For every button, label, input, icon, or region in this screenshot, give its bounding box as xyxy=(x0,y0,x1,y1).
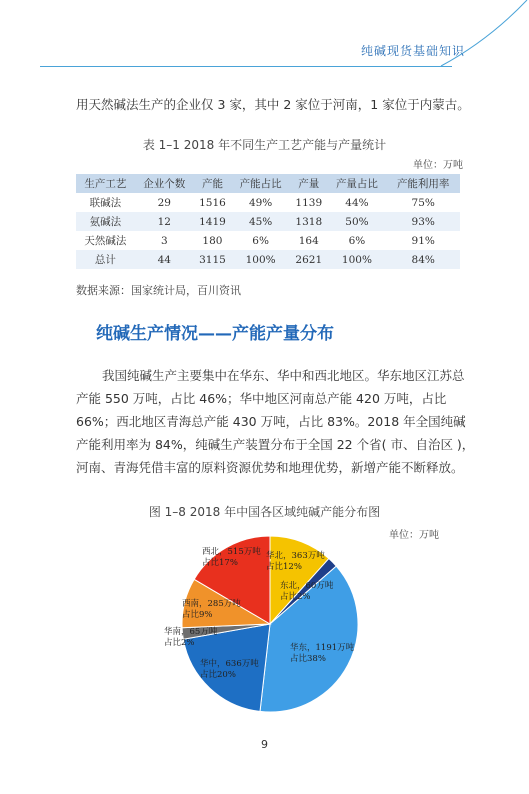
table-cell: 6% xyxy=(328,231,387,250)
table-cell: 180 xyxy=(194,231,231,250)
table-header-cell: 产能 xyxy=(194,174,231,193)
pie-label-东北-value: 东北，60万吨 xyxy=(280,581,334,591)
table-cell: 50% xyxy=(328,212,387,231)
pie-label-西南-value: 西南，285万吨 xyxy=(182,599,241,609)
table-cell: 3115 xyxy=(194,250,231,269)
table-cell: 44% xyxy=(328,193,387,212)
table-cell: 93% xyxy=(386,212,460,231)
section-title: 纯碱生产情况——产能产量分布 xyxy=(96,324,334,344)
table-header-cell: 产能利用率 xyxy=(386,174,460,193)
pie-label-东北-percent: 占比2% xyxy=(280,592,311,602)
pie-label-华南-value: 华南，65万吨 xyxy=(164,627,218,637)
pie-label-华北-value: 华北，363万吨 xyxy=(266,551,325,561)
figure-unit: 单位：万吨 xyxy=(389,530,439,541)
pie-label-西南-percent: 占比9% xyxy=(182,610,213,620)
table-header-row xyxy=(76,174,460,193)
table-cell: 1419 xyxy=(194,212,231,231)
table-row xyxy=(76,193,460,212)
table-cell: 联碱法 xyxy=(76,193,135,212)
pie-label-西北-value: 西北，515万吨 xyxy=(202,547,261,557)
table-cell: 2621 xyxy=(290,250,327,269)
table-header-cell: 产量占比 xyxy=(328,174,387,193)
table-cell: 91% xyxy=(386,231,460,250)
table-cell: 100% xyxy=(231,250,290,269)
intro-paragraph: 用天然碱法生产的企业仅 3 家，其中 2 家位于河南，1 家位于内蒙古。 xyxy=(76,97,470,112)
table-cell: 84% xyxy=(386,250,460,269)
table-cell: 3 xyxy=(135,231,194,250)
header-divider xyxy=(40,66,452,67)
table-cell: 总计 xyxy=(76,250,135,269)
table-row xyxy=(76,250,460,269)
page-number: 9 xyxy=(261,738,268,751)
table-row xyxy=(76,212,460,231)
capacity-table xyxy=(76,174,460,269)
table-cell: 44 xyxy=(135,250,194,269)
pie-label-西北-percent: 占比17% xyxy=(202,558,238,568)
table-title: 表 1–1 2018 年不同生产工艺产能与产量统计 xyxy=(142,138,387,152)
table-cell: 1318 xyxy=(290,212,327,231)
table-cell: 164 xyxy=(290,231,327,250)
pie-label-华中-value: 华中，636万吨 xyxy=(200,659,259,669)
table-cell: 75% xyxy=(386,193,460,212)
pie-chart xyxy=(150,524,380,719)
pie-label-华中-percent: 占比20% xyxy=(200,670,236,680)
table-cell: 100% xyxy=(328,250,387,269)
table-header-cell: 生产工艺 xyxy=(76,174,135,193)
table-cell: 1516 xyxy=(194,193,231,212)
pie-label-华东-value: 华东，1191万吨 xyxy=(290,643,355,653)
header-decoration xyxy=(439,0,529,72)
table-cell: 天然碱法 xyxy=(76,231,135,250)
table-header-cell: 产能占比 xyxy=(231,174,290,193)
pie-label-华北-percent: 占比12% xyxy=(266,562,302,572)
table-row xyxy=(76,231,460,250)
table-cell: 1139 xyxy=(290,193,327,212)
table-cell: 6% xyxy=(231,231,290,250)
table-cell: 12 xyxy=(135,212,194,231)
table-cell: 氨碱法 xyxy=(76,212,135,231)
table-header-cell: 产量 xyxy=(290,174,327,193)
table-cell: 49% xyxy=(231,193,290,212)
table-source: 数据来源：国家统计局，百川资讯 xyxy=(76,284,241,297)
pie-label-华东-percent: 占比38% xyxy=(290,654,326,664)
figure-title: 图 1–8 2018 年中国各区域纯碱产能分布图 xyxy=(148,505,381,519)
pie-label-华南-percent: 占比2% xyxy=(164,638,195,648)
table-unit: 单位：万吨 xyxy=(413,160,463,171)
table-cell: 45% xyxy=(231,212,290,231)
body-paragraph: 我国纯碱生产主要集中在华东、华中和西北地区。华东地区江苏总产能 550 万吨，占比 46%；华中地区河南总产能 420 万吨，占比 66%；西北地区青海总产能 430 万吨，占比 83%。2018 年全国纯碱产能利用率为 84%，纯碱生产装置分布于全国 22 个省( 市、自治区 )，河南、青海凭借丰富的原料资源优势和地理优势，新增产能不断释放。 xyxy=(76,368,475,475)
table-header-cell: 企业个数 xyxy=(135,174,194,193)
header-title: 纯碱现货基础知识 xyxy=(360,44,465,58)
table-cell: 29 xyxy=(135,193,194,212)
